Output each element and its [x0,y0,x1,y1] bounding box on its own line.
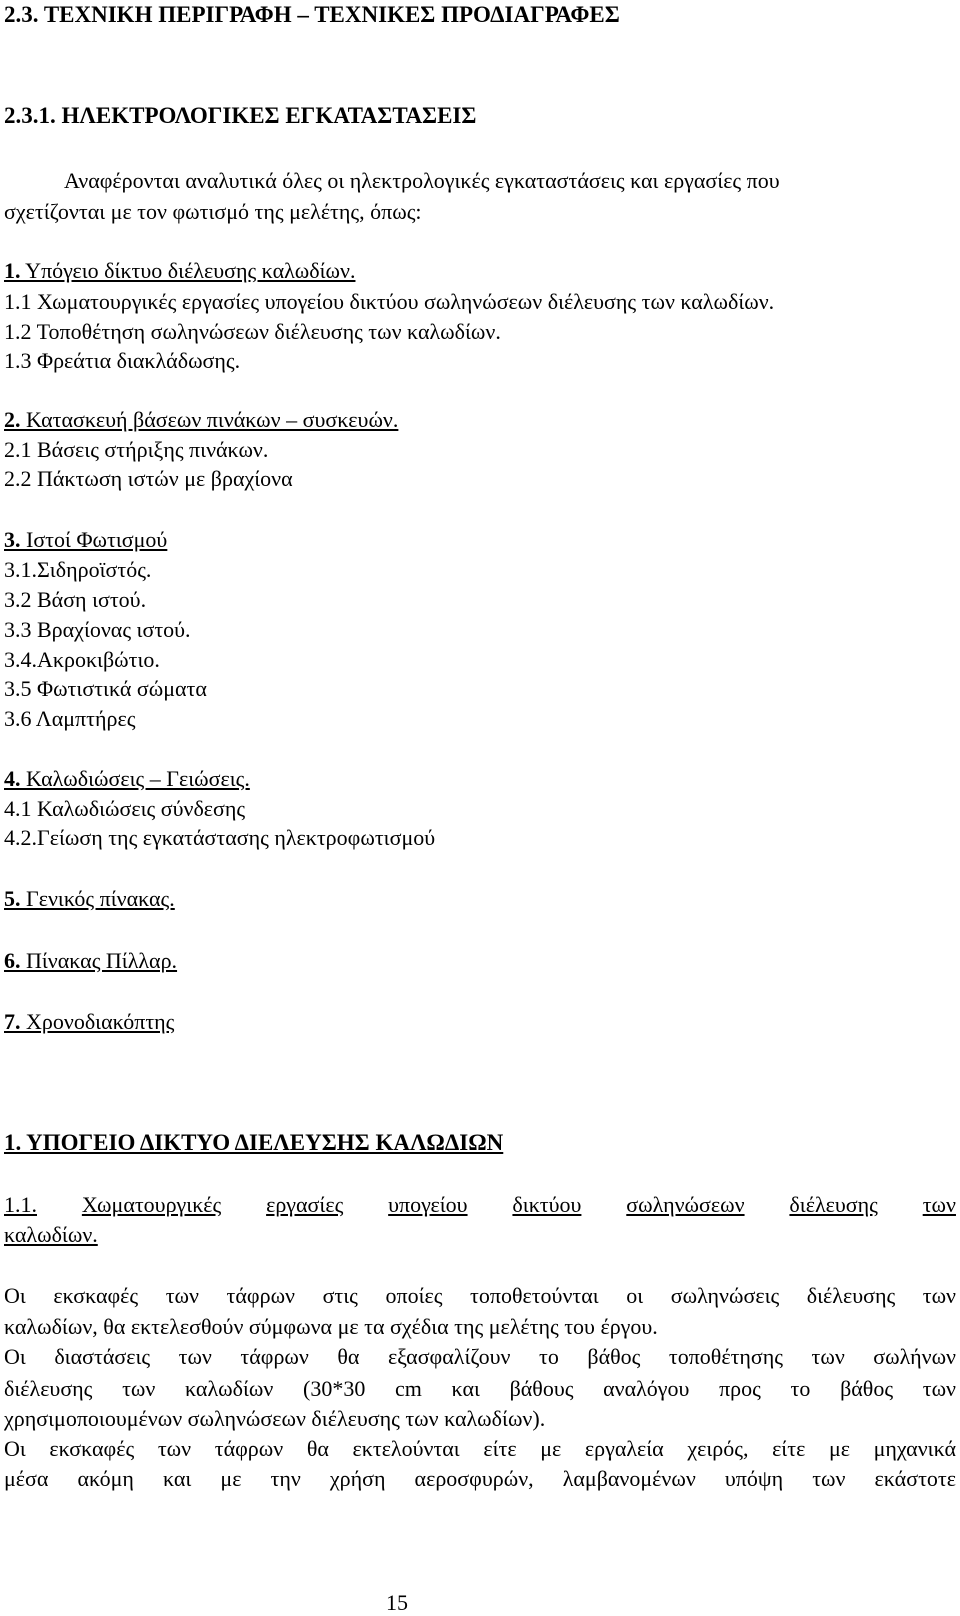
toc-item-1-3: 1.3 Φρεάτια διακλάδωσης. [4,348,241,373]
toc-heading-6-title: Πίνακας Πίλλαρ. [20,948,178,973]
paragraph-2-line-1: Οι διαστάσεις των τάφρων θα εξασφαλίζουν το βάθος τοποθέτησης των σωλήνων [4,1344,956,1369]
subheading-1-1-word: 1.1. [4,1192,37,1217]
toc-heading-6 [4,948,177,974]
toc-item-4-2: 4.2.Γείωση της εγκατάστασης ηλεκτροφωτισμού [4,825,436,850]
subheading-1-1-word: Χωματουργικές [81,1192,222,1217]
toc-heading-5-title: Γενικός πίνακας. [20,886,175,911]
toc-heading-3 [4,527,167,553]
intro-line-1: Αναφέρονται αναλυτικά όλες οι ηλεκτρολογικές εγκαταστάσεις και εργασίες που [64,168,780,193]
toc-item-1-1: 1.1 Χωματουργικές εργασίες υπογείου δικτύου σωληνώσεων διέλευσης των καλωδίων. [4,289,775,314]
toc-item-4-1: 4.1 Καλωδιώσεις σύνδεσης [4,796,246,821]
toc-item-3-5: 3.5 Φωτιστικά σώματα [4,676,207,701]
subheading-1-1 [4,1192,956,1218]
toc-heading-4-title: Καλωδιώσεις – Γειώσεις. [20,766,250,791]
toc-heading-1-title: Υπόγειο δίκτυο διέλευσης καλωδίων. [20,258,356,283]
toc-heading-7 [4,1009,174,1035]
toc-heading-7-num: 7. [4,1009,21,1034]
page-number: 15 [386,1590,408,1615]
toc-item-3-3: 3.3 Βραχίονας ιστού. [4,617,191,642]
subheading-1-1-continuation: καλωδίων. [4,1222,98,1247]
toc-heading-6-num: 6. [4,948,21,973]
toc-item-3-1: 3.1.Σιδηροϊστός. [4,557,152,582]
toc-item-2-1: 2.1 Βάσεις στήριξης πινάκων. [4,437,269,462]
toc-heading-4 [4,766,250,792]
toc-heading-3-title: Ιστοί Φωτισμού [20,527,168,552]
toc-item-1-2: 1.2 Τοποθέτηση σωληνώσεων διέλευσης των καλωδίων. [4,319,501,344]
toc-heading-2-title: Κατασκευή βάσεων πινάκων – συσκευών. [20,407,399,432]
subheading-1-1-word: των [922,1192,956,1217]
paragraph-1-line-1: Οι εκσκαφές των τάφρων στις οποίες τοποθετούνται οι σωληνώσεις διέλευσης των [4,1283,956,1308]
toc-heading-2 [4,407,398,433]
subsection-title: 2.3.1. ΗΛΕΚΤΡΟΛΟΓΙΚΕΣ ΕΓΚΑΤΑΣΤΑΣΕΙΣ [4,103,477,128]
toc-heading-3-num: 3. [4,527,21,552]
chapter-1-heading: 1. ΥΠΟΓΕΙΟ ΔΙΚΤΥΟ ΔΙΕΛΕΥΣΗΣ ΚΑΛΩΔΙΩΝ [4,1130,504,1155]
subheading-1-1-word: σωληνώσεων [626,1192,745,1217]
toc-heading-1-num: 1. [4,258,21,283]
toc-heading-1 [4,258,355,284]
subheading-1-1-word: δικτύου [512,1192,582,1217]
intro-line-2: σχετίζονται με τον φωτισμό της μελέτης, όπως: [4,199,422,224]
toc-heading-4-num: 4. [4,766,21,791]
toc-item-3-6: 3.6 Λαμπτήρες [4,706,136,731]
toc-item-3-4: 3.4.Ακροκιβώτιο. [4,647,160,672]
paragraph-3-line-1: Οι εκσκαφές των τάφρων θα εκτελούνται είτε με εργαλεία χειρός, είτε με μηχανικά [4,1436,956,1461]
toc-item-2-2: 2.2 Πάκτωση ιστών με βραχίονα [4,466,293,491]
paragraph-3-line-2: μέσα ακόμη και με την χρήση αεροσφυρών, λαμβανομένων υπόψη των εκάστοτε [4,1466,956,1491]
subheading-1-1-word: εργασίες [266,1192,344,1217]
toc-heading-5 [4,886,175,912]
section-title: 2.3. ΤΕΧΝΙΚΗ ΠΕΡΙΓΡΑΦΗ – ΤΕΧΝΙΚΕΣ ΠΡΟΔΙΑΓΡΑΦΕΣ [4,2,620,27]
subheading-1-1-word: διέλευσης [789,1192,878,1217]
paragraph-2-line-3: χρησιμοποιουμένων σωληνώσεων διέλευσης των καλωδίων). [4,1406,546,1431]
toc-heading-7-title: Χρονοδιακόπτης [20,1009,175,1034]
toc-item-3-2: 3.2 Βάση ιστού. [4,587,147,612]
toc-heading-2-num: 2. [4,407,21,432]
toc-heading-5-num: 5. [4,886,21,911]
paragraph-1-line-2: καλωδίων, θα εκτελεσθούν σύμφωνα με τα σχέδια της μελέτης του έργου. [4,1314,658,1339]
paragraph-2-line-2: διέλευσης των καλωδίων (30*30 cm και βάθους αναλόγου προς το βάθος των [4,1376,956,1401]
subheading-1-1-word: υπογείου [388,1192,468,1217]
